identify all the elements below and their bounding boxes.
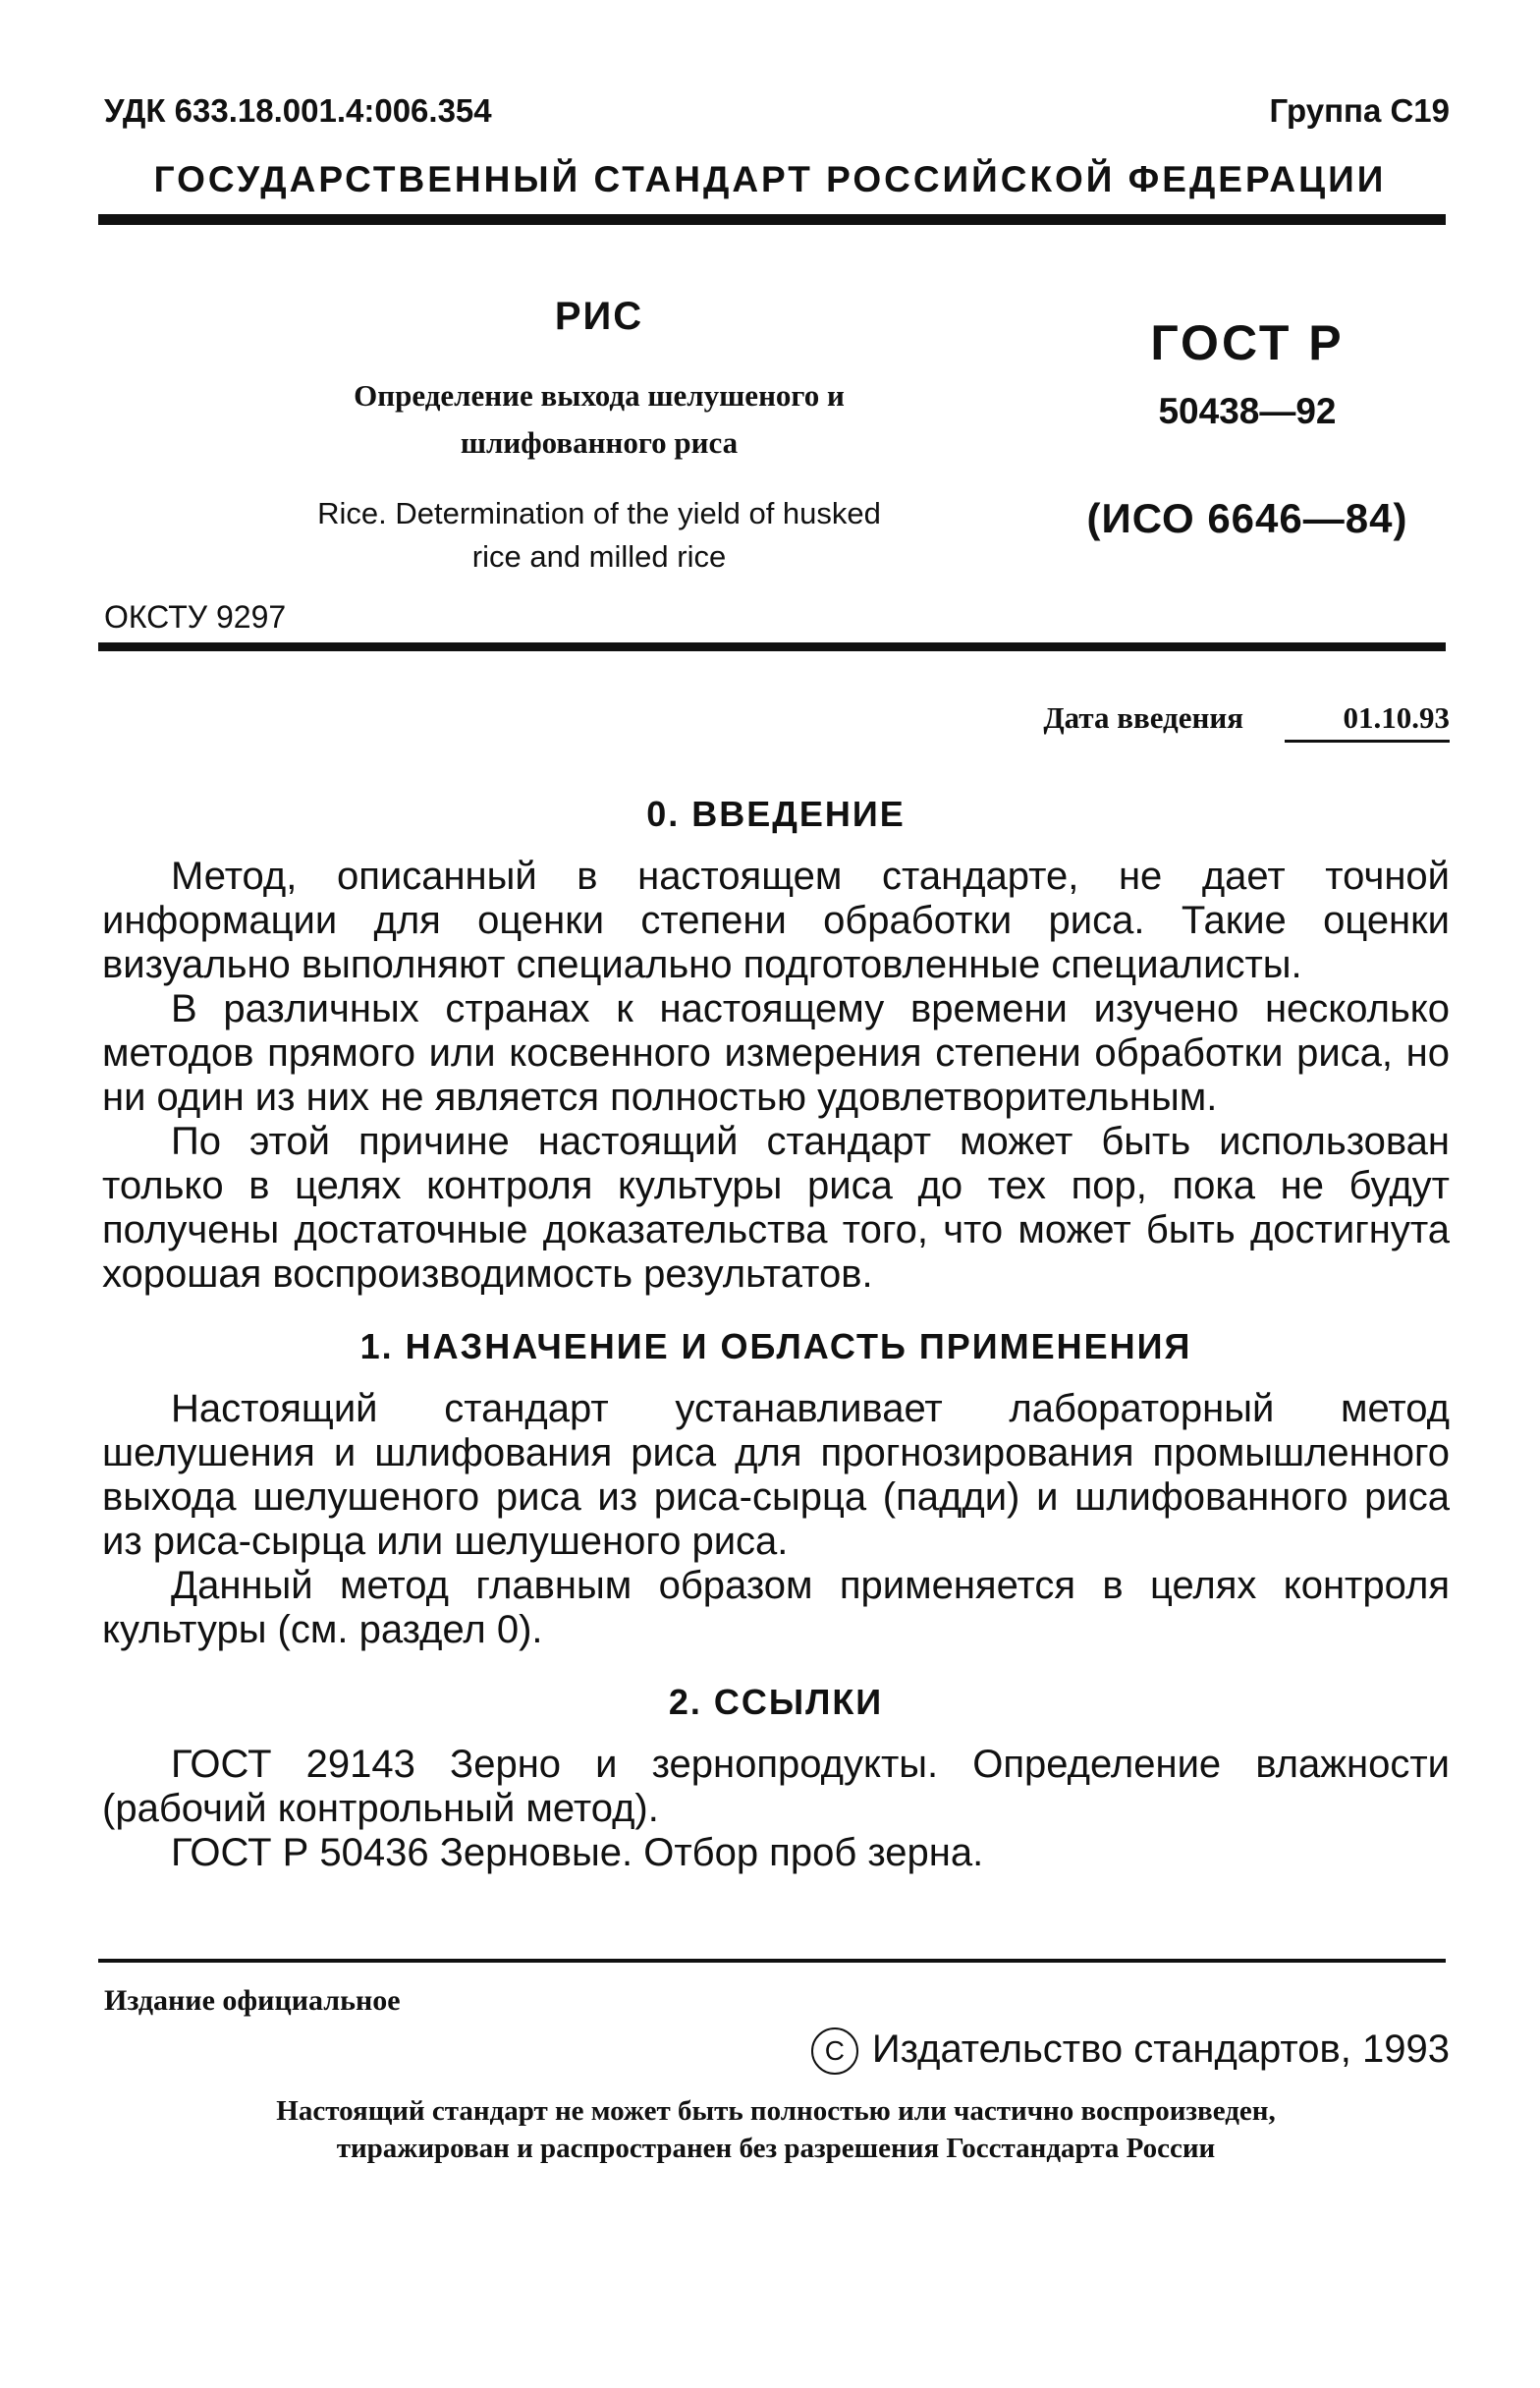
reproduction-notice	[102, 2092, 1450, 2167]
paragraph: По этой причине настоящий стандарт может быть использован только в целях контроля культуры риса до тех пор, пока не будут получены достаточные доказательства того, что может быть достигнута хорошая воспроизводимость результатов.	[102, 1120, 1450, 1296]
gost-number: 50438—92	[1158, 391, 1337, 431]
document-body	[102, 794, 1450, 1875]
gost-label: ГОСТ Р	[1150, 315, 1345, 370]
reference-item: ГОСТ 29143 Зерно и зернопродукты. Определение влажности (рабочий контрольный метод).	[102, 1743, 1450, 1830]
english-title-line-2: rice and milled rice	[471, 539, 727, 574]
section-heading: 0. ВВЕДЕНИЕ	[646, 794, 906, 834]
footer-rule	[98, 1959, 1446, 1963]
paragraph: Данный метод главным образом применяется в целях контроля культуры (см. раздел 0).	[102, 1564, 1450, 1651]
intro-date	[1043, 700, 1450, 743]
title-subtitle-line-2: шлифованного риса	[460, 425, 739, 460]
iso-number: (ИСО 6646—84)	[1086, 495, 1408, 541]
section-heading: 2. ССЫЛКИ	[668, 1682, 884, 1722]
copyright-icon: C	[811, 2027, 858, 2075]
title-subtitle-line-1: Определение выхода шелушеного и	[354, 378, 845, 413]
title-block	[196, 295, 1002, 579]
copyright-text: Издательство стандартов, 1993	[871, 2027, 1450, 2071]
paragraph: Настоящий стандарт устанавливает лабораторный метод шелушения и шлифования риса для прогнозирования промышленного выхода шелушеного риса из риса-сырца (падди) и шлифованного риса из риса-сырца или шелушеного риса.	[102, 1387, 1450, 1563]
group-code: Группа С19	[1269, 92, 1450, 129]
reference-item: ГОСТ Р 50436 Зерновые. Отбор проб зерна.	[171, 1831, 984, 1874]
english-title-line-1: Rice. Determination of the yield of husked	[317, 496, 881, 530]
paragraph: Метод, описанный в настоящем стандарте, не дает точной информации для оценки степени обработки риса. Такие оценки визуально выполняют специально подготовленные специалисты.	[102, 855, 1450, 986]
intro-date-value: 01.10.93	[1285, 700, 1450, 743]
okstu-code: ОКСТУ 9297	[104, 599, 287, 635]
notice-line-2: тиражирован и распространен без разрешения Госстандарта России	[336, 2133, 1216, 2164]
intro-date-label: Дата введения	[1043, 700, 1243, 735]
document-title: РИС	[554, 295, 644, 338]
state-standard-heading: ГОСУДАРСТВЕННЫЙ СТАНДАРТ РОССИЙСКОЙ ФЕДЕРАЦИИ	[153, 159, 1387, 199]
udk-code: УДК 633.18.001.4:006.354	[104, 92, 492, 129]
section-heading: 1. НАЗНАЧЕНИЕ И ОБЛАСТЬ ПРИМЕНЕНИЯ	[359, 1326, 1192, 1366]
okstu-rule	[98, 642, 1446, 651]
official-edition-label: Издание официальное	[104, 1984, 401, 2017]
notice-line-1: Настоящий стандарт не может быть полностью или частично воспроизведен,	[276, 2095, 1276, 2127]
paragraph: В различных странах к настоящему времени изучено несколько методов прямого или косвенного измерения степени обработки риса, но ни один из них не является полностью удовлетворительным.	[102, 987, 1450, 1119]
header-rule	[98, 214, 1446, 225]
copyright-line	[811, 2027, 1450, 2075]
designation-block	[1056, 314, 1439, 542]
